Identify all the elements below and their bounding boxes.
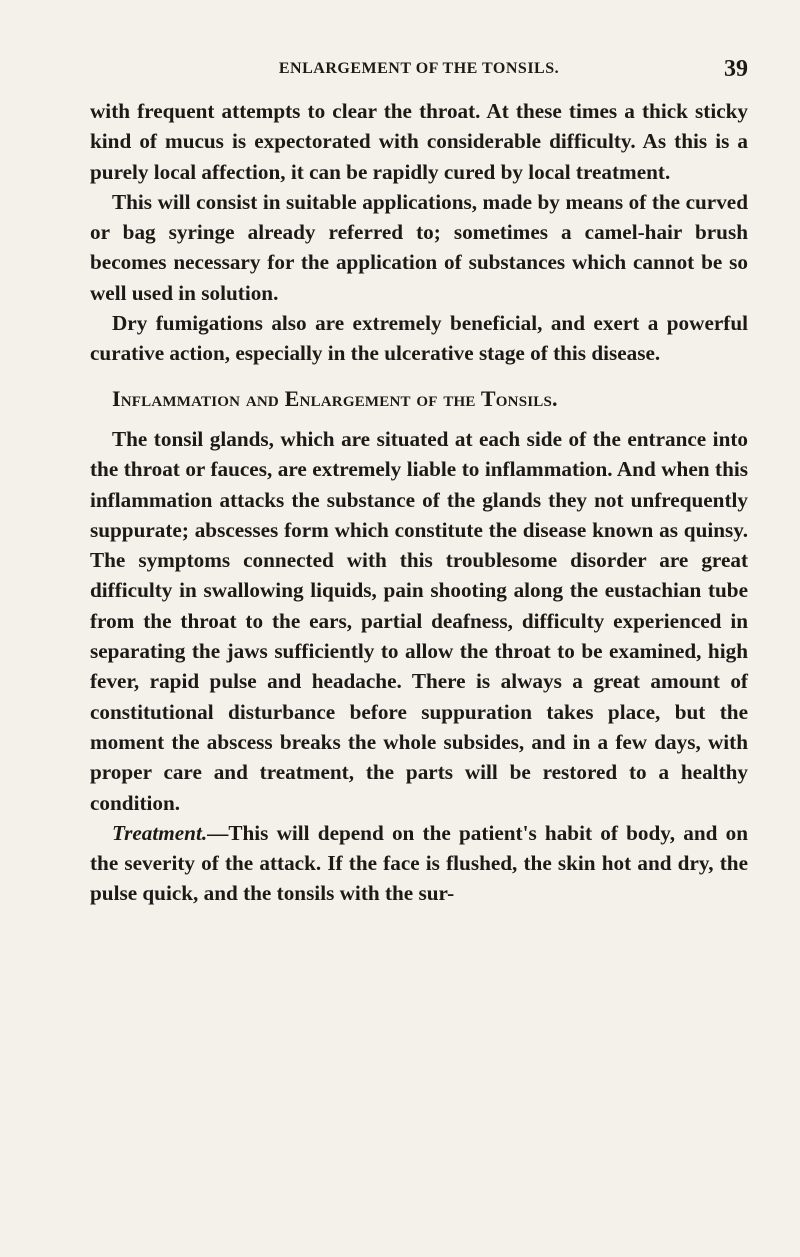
paragraph-5-text: —This will depend on the patient's habit of body, and on the severity of the attack. If the face is flushed, the skin hot and dry, the pulse quick, and the tonsils with the sur- [90, 820, 748, 906]
paragraph-4: The tonsil glands, which are situated at each side of the entrance into the throat or fauces, are extremely liable to inflammation. And when this inflammation attacks the substance of the glands they not unfrequently suppurate; abscesses form which constitute the disease known as quinsy. The symptoms connected with this troublesome disorder are great difficulty in swallowing liquids, pain shooting along the eustachian tube from the throat to the ears, partial deafness, difficulty experienced in separating the jaws sufficiently to allow the throat to be examined, high fever, rapid pulse and headache. There is always a great amount of constitutional disturbance before suppuration takes place, but the moment the abscess breaks the whole subsides, and in a few days, with proper care and treatment, the parts will be restored to a healthy condition. [90, 426, 748, 815]
paragraph-5 [90, 818, 748, 909]
running-head [90, 56, 748, 88]
running-title: ENLARGEMENT OF THE TONSILS. [278, 60, 560, 77]
paragraph-2: This will consist in suitable applications, made by means of the curved or bag syringe already referred to; sometimes a camel-hair brush becomes necessary for the application of substances which cannot be so well used in solution. [90, 189, 748, 305]
treatment-lead: Treatment. [112, 820, 208, 845]
body-text [90, 96, 748, 909]
section-heading: Inflammation and Enlargement of the Tonsils. [112, 385, 558, 411]
paragraph-3: Dry fumigations also are extremely beneficial, and exert a powerful curative action, especially in the ulcerative stage of this disease. [90, 311, 748, 366]
page-number: 39 [724, 56, 748, 82]
paragraph-1: with frequent attempts to clear the throat. At these times a thick sticky kind of mucus is expectorated with considerable difficulty. As this is a purely local affection, it can be rapidly cured by local treatment. [90, 99, 748, 184]
